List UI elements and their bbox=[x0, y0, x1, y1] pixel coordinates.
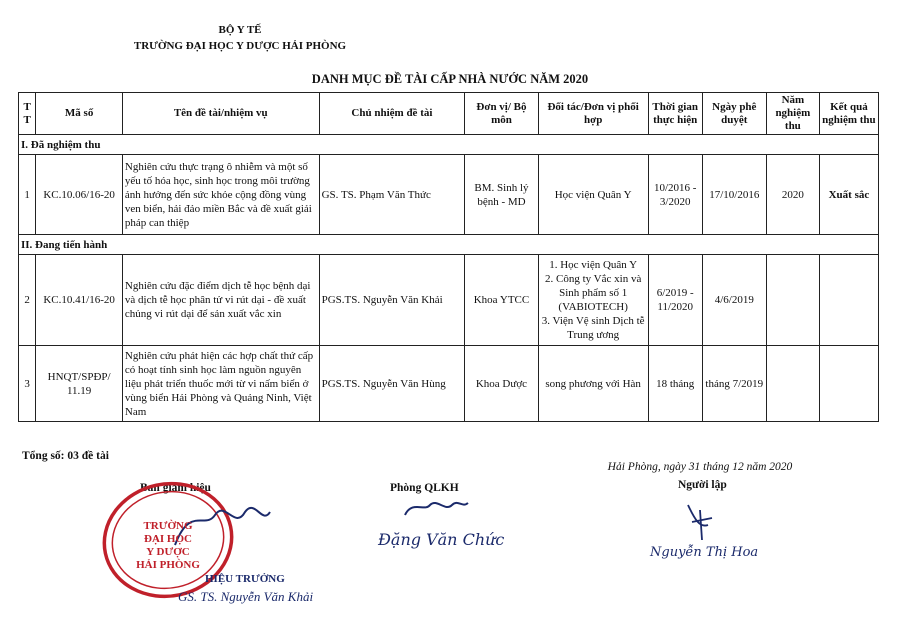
cell-unit: Khoa Dược bbox=[465, 346, 538, 422]
cell-period: 6/2019 - 11/2020 bbox=[648, 255, 702, 346]
signer-role: HIỆU TRƯỞNG bbox=[205, 573, 285, 585]
cell-approved: 17/10/2016 bbox=[702, 155, 766, 235]
col-header-approved: Ngày phê duyệt bbox=[702, 93, 766, 135]
stamp-line: ĐẠI HỌC bbox=[144, 533, 192, 545]
university-name: TRƯỜNG ĐẠI HỌC Y DƯỢC HẢI PHÒNG bbox=[133, 40, 347, 52]
cell-partner: song phương với Hàn bbox=[538, 346, 648, 422]
signer-board-title: Ban giám hiệu bbox=[140, 482, 211, 494]
cell-name: Nghiên cứu phát hiện các hợp chất thứ cấp có hoạt tính sinh học làm nguồn nguyên liệu phát triển thuốc mới từ vi nấm biển ở vùng biển Hải Phòng và Quảng Ninh, Việt Nam bbox=[122, 346, 319, 422]
cell-approved: tháng 7/2019 bbox=[702, 346, 766, 422]
cell-code: HNQT/SPĐP/ 11.19 bbox=[36, 346, 123, 422]
section-label: II. Đang tiến hành bbox=[19, 235, 879, 255]
cell-approved: 4/6/2019 bbox=[702, 255, 766, 346]
signer-preparer-title: Người lập bbox=[678, 479, 727, 491]
cell-unit: BM. Sinh lý bệnh - MD bbox=[465, 155, 538, 235]
partner-line: 2. Công ty Vắc xin và Sinh phẩm số 1 (VABIOTECH) bbox=[544, 273, 642, 313]
cell-name: Nghiên cứu đặc điểm dịch tễ học bệnh dại và dịch tễ học phân tử vi rút dại - đề xuất chủng vi rút dại để sản xuất vắc xin bbox=[122, 255, 319, 346]
col-header-year: Năm nghiệm thu bbox=[766, 93, 819, 135]
total-count: Tổng số: 03 đề tài bbox=[22, 450, 109, 462]
cell-year: 2020 bbox=[766, 155, 819, 235]
office-signature: Đặng Văn Chức bbox=[378, 530, 505, 549]
cell-period: 18 tháng bbox=[648, 346, 702, 422]
stamp-line: HẢI PHÒNG bbox=[136, 559, 200, 571]
signer-name: GS. TS. Nguyễn Văn Khải bbox=[178, 589, 314, 604]
cell-code: KC.10.41/16-20 bbox=[36, 255, 123, 346]
cell-tt: 3 bbox=[19, 346, 36, 422]
section-label: I. Đã nghiệm thu bbox=[19, 135, 879, 155]
cell-unit: Khoa YTCC bbox=[465, 255, 538, 346]
office-initial-mark bbox=[405, 503, 468, 515]
ministry-name: BỘ Y TẾ bbox=[218, 24, 262, 36]
cell-tt: 1 bbox=[19, 155, 36, 235]
col-header-code: Mã số bbox=[36, 93, 123, 135]
cell-tt: 2 bbox=[19, 255, 36, 346]
col-header-unit: Đơn vị/ Bộ môn bbox=[465, 93, 538, 135]
cell-code: KC.10.06/16-20 bbox=[36, 155, 123, 235]
document-title: DANH MỤC ĐỀ TÀI CẤP NHÀ NƯỚC NĂM 2020 bbox=[311, 72, 589, 86]
cell-leader: PGS.TS. Nguyễn Văn Khải bbox=[319, 255, 465, 346]
col-header-name: Tên đề tài/nhiệm vụ bbox=[122, 93, 319, 135]
partner-line: 1. Học viện Quân Y bbox=[549, 259, 638, 271]
preparer-initial-mark bbox=[688, 505, 712, 540]
cell-leader: GS. TS. Phạm Văn Thức bbox=[319, 155, 465, 235]
cell-result: Xuất sắc bbox=[819, 155, 878, 235]
partner-line: 3. Viện Vệ sinh Dịch tễ Trung ương bbox=[541, 315, 645, 341]
cell-leader: PGS.TS. Nguyễn Văn Hùng bbox=[319, 346, 465, 422]
col-header-result: Kết quả nghiệm thu bbox=[819, 93, 878, 135]
place-date: Hải Phòng, ngày 31 tháng 12 năm 2020 bbox=[607, 461, 793, 473]
stamp-line: TRƯỜNG bbox=[143, 520, 193, 532]
cell-partner: Học viện Quân Y bbox=[538, 155, 648, 235]
cell-period: 10/2016 - 3/2020 bbox=[648, 155, 702, 235]
col-header-leader: Chủ nhiệm đề tài bbox=[319, 93, 465, 135]
preparer-signature: Nguyễn Thị Hoa bbox=[650, 545, 759, 560]
col-header-period: Thời gian thực hiện bbox=[648, 93, 702, 135]
stamp-line: Y DƯỢC bbox=[146, 546, 190, 558]
col-header-tt: T T bbox=[19, 93, 36, 135]
cell-name: Nghiên cứu thực trạng ô nhiễm và một số yếu tố hóa học, sinh học trong môi trường ảnh hưởng đến sức khỏe cộng đồng vùng ven biển, hải đảo miền Bắc và đề xuất giải pháp can thiệp bbox=[122, 155, 319, 235]
signer-office-title: Phòng QLKH bbox=[390, 482, 459, 494]
col-header-partner: Đối tác/Đơn vị phối hợp bbox=[538, 93, 648, 135]
